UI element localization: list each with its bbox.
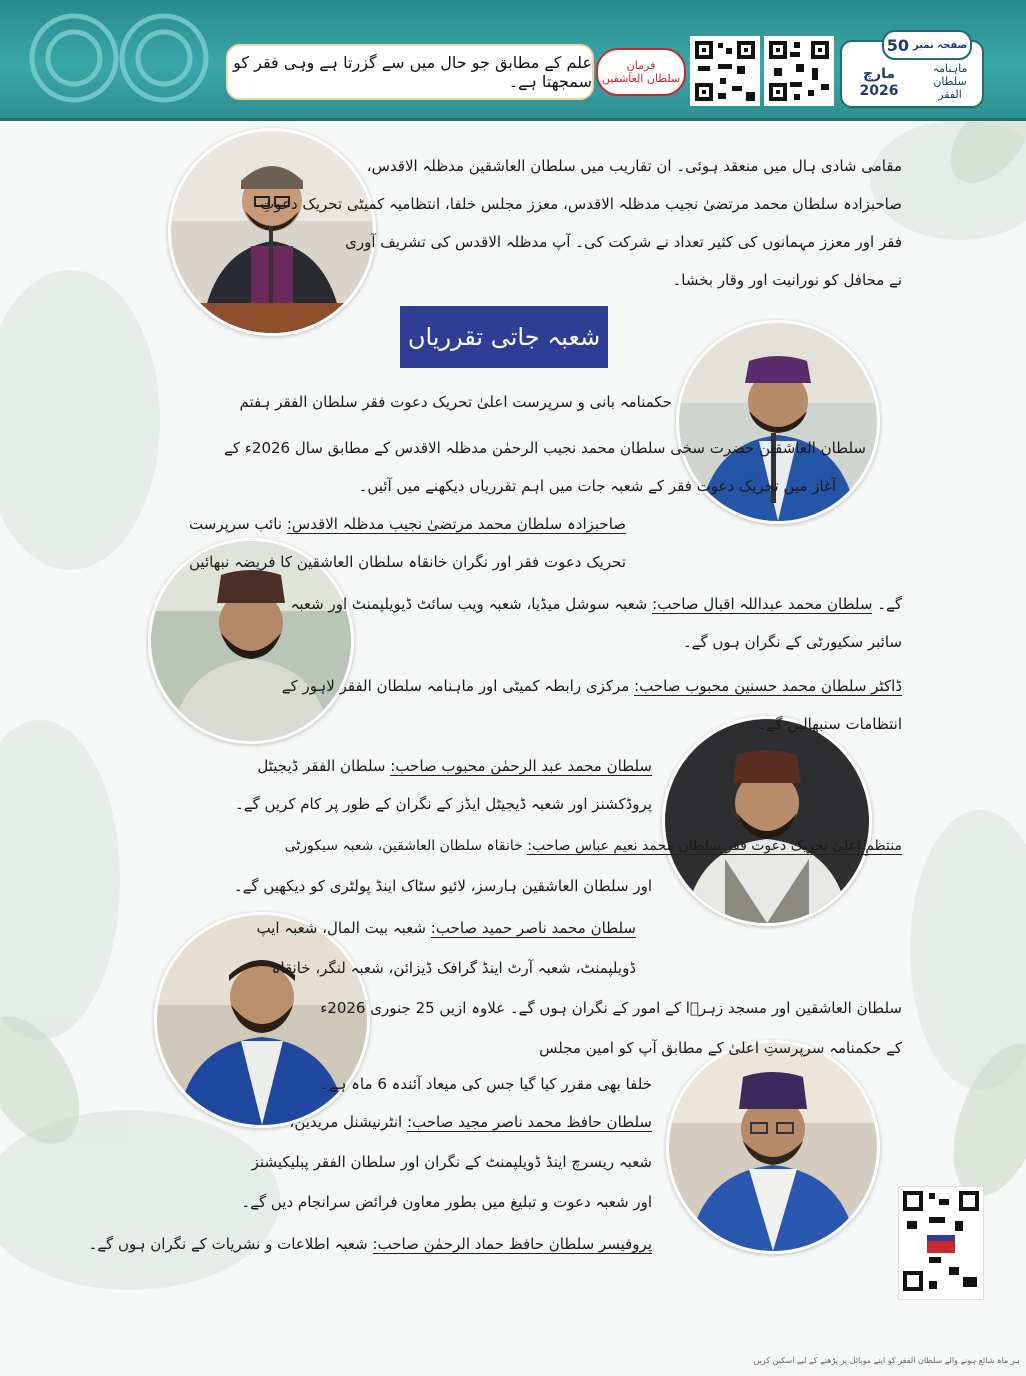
intro-line: فقر اور معزز مہمانوں کی کثیر تعداد نے شرکت کی۔ آپ مدظلہ الاقدس کی تشریف آوری — [345, 233, 902, 251]
issue-month: مارچ — [862, 66, 896, 82]
page-header — [0, 0, 1026, 121]
appointee-role: انٹرنیشنل مریدین، — [289, 1113, 403, 1131]
appointment-line: خلفا بھی مقرر کیا گیا جس کی میعاد آئندہ 6 ماہ ہے۔ — [320, 1075, 652, 1093]
section-heading: شعبہ جاتی تقرریاں — [400, 306, 608, 368]
para-line: حکمنامہ بانی و سرپرست اعلیٰ تحریک دعوت فقر سلطان الفقر ہفتم — [239, 393, 672, 411]
appointment-line — [290, 1112, 653, 1132]
appointee-name: پروفیسر سلطان حافظ حماد الرحمٰن صاحب: — [372, 1235, 652, 1253]
appointee-role: خانقاہ سلطان العاشقین، شعبہ سیکورٹی — [284, 838, 523, 854]
intro-line: مقامی شادی ہال میں منعقد ہوئی۔ ان تقاریب میں سلطان العاشقین مدظلہ الاقدس، — [366, 157, 902, 175]
appointment-prefix: گے۔ — [877, 595, 902, 613]
issue-date — [844, 66, 914, 100]
quote-badge-top: فرمانِ — [626, 59, 656, 72]
appointment-line — [256, 918, 636, 938]
appointment-line — [285, 836, 902, 856]
footer-note: ہر ماہ شائع ہونے والے سلطان الفقر کو اپنے موبائل پر پڑھنے کے لیے اسکین کریں — [753, 1356, 1020, 1365]
magazine-logo: ماہنامہ سلطان الفقر — [932, 62, 968, 101]
appointee-name: سلطان محمد عبداللہ اقبال صاحب: — [652, 595, 873, 613]
appointment-line — [291, 594, 902, 614]
appointee-name: ڈاکٹر سلطان محمد حسنین محبوب صاحب: — [634, 677, 902, 695]
appointment-line: انتظامات سنبھالیں گے۔ — [757, 715, 902, 733]
qr-code-icon — [690, 36, 760, 106]
appointment-line: ڈویلپمنٹ، شعبہ آرٹ اینڈ گرافک ڈیزائن، شعبہ لنگر، خانقاہ — [271, 959, 636, 977]
appointment-line: سائبر سکیورٹی کے نگران ہوں گے۔ — [682, 633, 902, 651]
quote-badge — [596, 48, 686, 96]
appointee-role: نائب سرپرست — [189, 515, 283, 533]
quote-badge-bottom: سلطان العاشقین — [601, 72, 681, 85]
decorative-circles — [14, 0, 214, 118]
appointment-line: تحریک دعوت فقر اور نگران خانقاہ سلطان العاشقین کا فریضہ نبھائیں — [189, 553, 626, 571]
appointment-line — [282, 676, 902, 696]
qr-code-icon — [899, 1187, 983, 1299]
footer-qr-panel — [898, 1186, 984, 1300]
appointment-line — [88, 1234, 652, 1254]
photo-speaker-4 — [662, 716, 872, 926]
issue-year: 2026 — [859, 83, 899, 99]
page-number: 50 — [886, 35, 910, 55]
para-line: آغاز میں تحریک دعوت فقر کے شعبہ جات میں اہم تقرریاں دیکھنے میں آئیں۔ — [358, 477, 836, 495]
header-quote: علم کے مطابق جو حال میں سے گزرتا ہے وہی فقر کو سمجھتا ہے۔ — [226, 44, 594, 100]
appointment-line — [189, 514, 626, 534]
appointment-line: اور سلطان العاشقین ہارسز، لائیو سٹاک اینڈ پولٹری کو دیکھیں گے۔ — [233, 877, 652, 895]
appointment-line: پروڈکشنز اور شعبہ ڈیجیٹل ایڈز کے نگران کے طور پر کام کریں گے۔ — [235, 795, 652, 813]
appointment-line: سلطان العاشقین اور مسجد زہرؓا کے امور کے نگران ہوں گے۔ علاوہ ازیں 25 جنوری 2026ء — [320, 999, 902, 1017]
page-number-label: صفحہ نمبر — [913, 39, 968, 51]
photo-speaker-5 — [154, 912, 370, 1128]
appointee-role: سلطان الفقر ڈیجیٹل — [257, 757, 386, 775]
intro-line: صاحبزادہ سلطان محمد مرتضیٰ نجیب مدظلہ الاقدس، معزز مجلس خلفا، انتظامیہ کمیٹی تحریک دعوتِ — [260, 195, 902, 213]
qr-code-icon — [764, 36, 834, 106]
para-line: سلطان العاشقین حضرت سخی سلطان محمد نجیب الرحمٰن مدظلہ الاقدس کے مطابق سال 2026ء کے — [224, 439, 866, 457]
appointee-name: سلطان حافظ محمد ناصر مجید صاحب: — [406, 1113, 652, 1131]
appointee-role: شعبہ اطلاعات و نشریات کے نگران ہوں گے۔ — [88, 1235, 368, 1253]
appointment-line — [257, 756, 652, 776]
appointee-name: صاحبزادہ سلطان محمد مرتضیٰ نجیب مدظلہ الاقدس: — [286, 515, 626, 533]
appointee-role: شعبہ بیت المال، شعبہ ایپ — [256, 919, 426, 937]
photo-speaker-6 — [666, 1040, 880, 1254]
appointee-name: سلطان محمد عبد الرحمٰن محبوب صاحب: — [390, 757, 652, 775]
appointment-line: اور شعبہ دعوت و تبلیغ میں بطور معاون فرائض سرانجام دیں گے۔ — [241, 1193, 652, 1211]
appointee-role: شعبہ سوشل میڈیا، شعبہ ویب سائٹ ڈیویلپمنٹ اور شعبہ — [290, 595, 648, 613]
appointee-role: مرکزی رابطہ کمیٹی اور ماہنامہ سلطان الفقر لاہور کے — [281, 677, 630, 695]
appointee-name: سلطان محمد ناصر حمید صاحب: — [430, 919, 636, 937]
intro-line: نے محافل کو نورانیت اور وقار بخشا۔ — [672, 271, 902, 289]
appointee-name: منتظمِ اعلیٰ تحریک دعوت فقر سلطان محمد نعیم عباس صاحب: — [527, 838, 902, 854]
appointment-line: شعبہ ریسرچ اینڈ ڈویلپمنٹ کے نگران اور سلطان الفقر پبلیکیشنز — [251, 1153, 652, 1171]
appointment-line: کے حکمنامہ سرپرستِ اعلیٰ کے مطابق آپ کو امین مجلس — [539, 1039, 902, 1057]
page-number-badge — [882, 30, 972, 60]
